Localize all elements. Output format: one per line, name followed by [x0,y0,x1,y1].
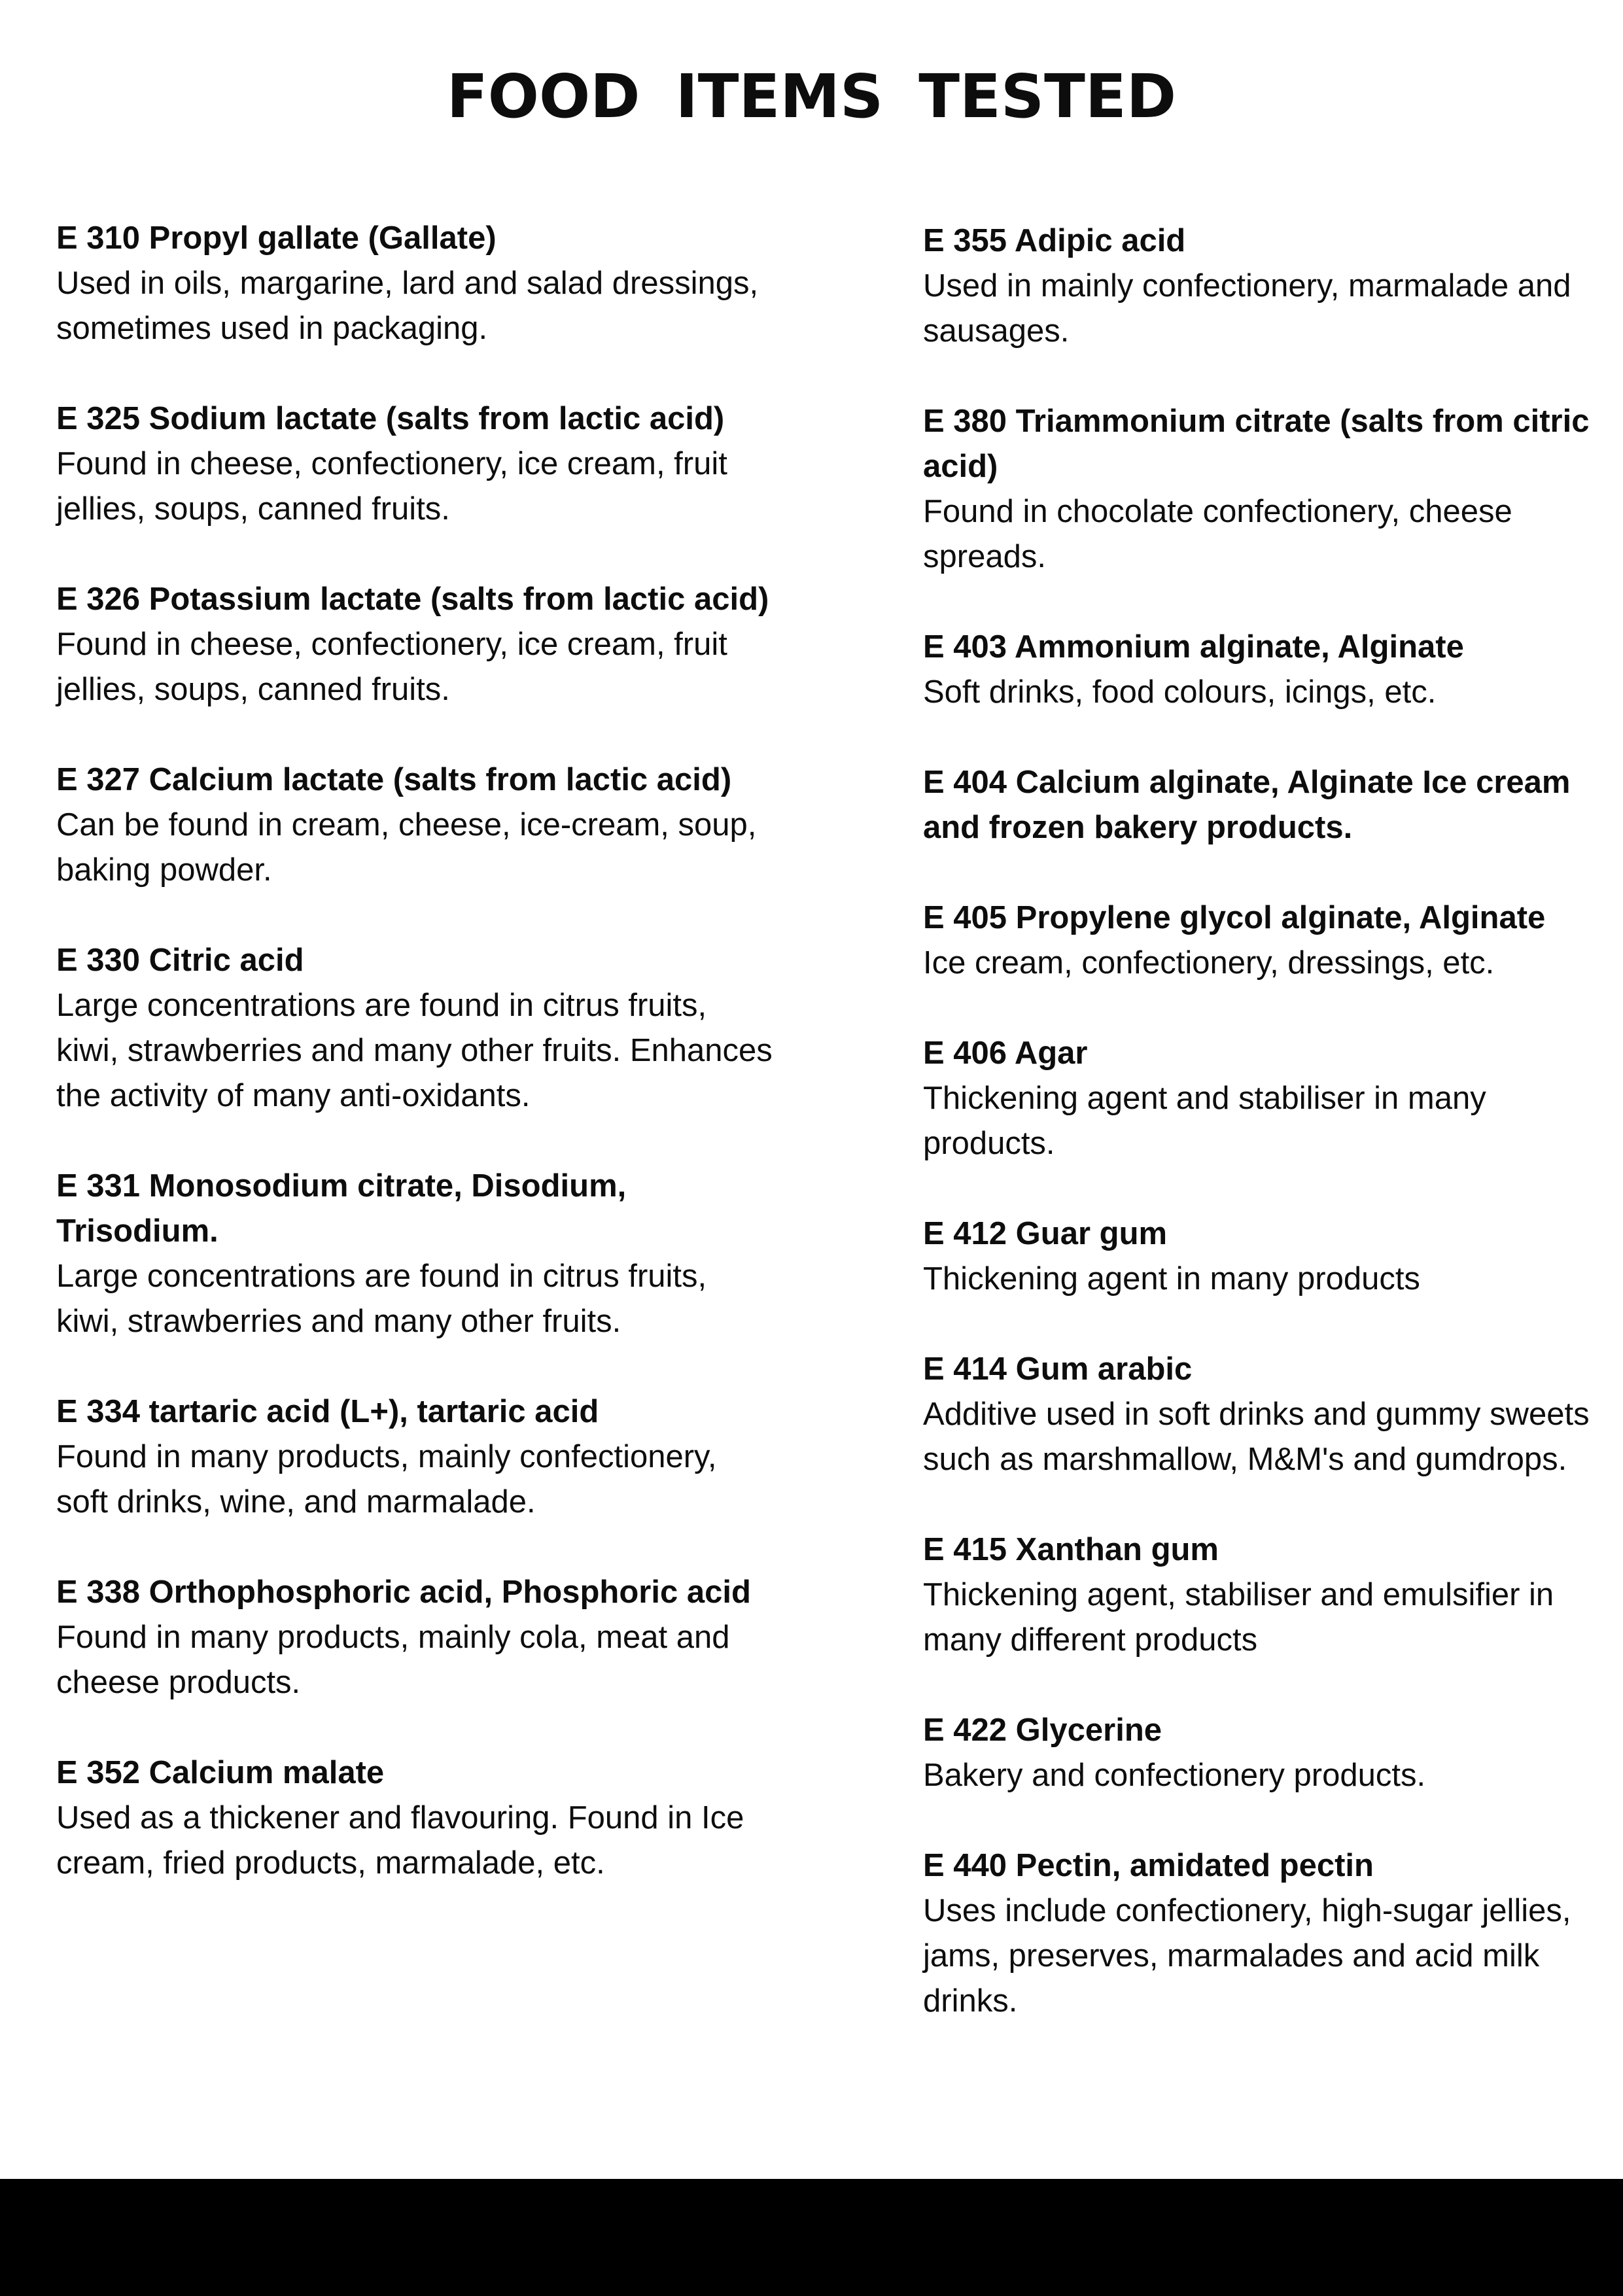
item-title: E 355 Adipic acid [923,223,1186,258]
item-title: E 412 Guar gum [923,1216,1168,1251]
item-title: E 325 Sodium lactate (salts from lactic acid) [56,401,725,436]
item-description: Additive used in soft drinks and gummy sweets such as marshmallow, M&M's and gumdrops. [923,1397,1590,1477]
item-title: E 334 tartaric acid (L+), tartaric acid [56,1394,599,1429]
item-description: Can be found in cream, cheese, ice-cream, soup, baking powder. [56,807,757,888]
item-title: E 404 Calcium alginate, Alginate Ice cream and frozen bakery products. [923,765,1571,845]
item-title: E 352 Calcium malate [56,1755,385,1790]
item-description: Used as a thickener and flavouring. Found in Ice cream, fried products, marmalade, etc. [56,1800,744,1881]
item-description: Found in many products, mainly cola, meat and cheese products. [56,1620,730,1700]
footer-bar [0,2179,1623,2296]
item-description: Found in cheese, confectionery, ice cream, fruit jellies, soups, canned fruits. [56,446,727,527]
item-title: E 406 Agar [923,1035,1088,1071]
item-description: Soft drinks, food colours, icings, etc. [923,674,1437,710]
list-item [923,1843,1597,2024]
list-item [923,1031,1597,1166]
list-item [923,1211,1597,1302]
list-item [56,396,776,532]
item-title: E 380 Triammonium citrate (salts from citric acid) [923,404,1590,484]
item-description: Thickening agent and stabiliser in many products. [923,1081,1486,1161]
list-item [56,757,776,893]
list-item [56,1750,776,1886]
list-item [56,1570,776,1705]
item-title: E 326 Potassium lactate (salts from lactic acid) [56,582,769,617]
item-title: E 310 Propyl gallate (Gallate) [56,220,497,256]
item-title: E 403 Ammonium alginate, Alginate [923,629,1464,665]
list-item [923,896,1597,986]
item-description: Thickening agent in many products [923,1261,1420,1296]
item-description: Ice cream, confectionery, dressings, etc. [923,945,1495,981]
list-item [56,938,776,1119]
list-item [56,1389,776,1525]
item-description: Used in mainly confectionery, marmalade and sausages. [923,268,1571,349]
item-title: E 415 Xanthan gum [923,1532,1219,1567]
list-item [923,760,1597,850]
list-item [56,1164,776,1344]
item-title: E 327 Calcium lactate (salts from lactic acid) [56,762,732,797]
item-title: E 422 Glycerine [923,1713,1162,1748]
item-description: Used in oils, margarine, lard and salad dressings, sometimes used in packaging. [56,266,759,346]
item-description: Found in cheese, confectionery, ice cream, fruit jellies, soups, canned fruits. [56,627,727,707]
page-title: FOOD ITEMS TESTED [446,61,1177,131]
item-description: Found in chocolate confectionery, cheese spreads. [923,494,1512,574]
item-description: Found in many products, mainly confectionery, soft drinks, wine, and marmalade. [56,1439,717,1520]
item-title: E 440 Pectin, amidated pectin [923,1848,1374,1883]
item-title: E 330 Citric acid [56,943,304,978]
left-column [56,216,776,1931]
list-item [923,625,1597,715]
list-item [923,399,1597,580]
list-item [56,216,776,351]
item-title: E 338 Orthophosphoric acid, Phosphoric acid [56,1574,751,1610]
item-description: Thickening agent, stabiliser and emulsifier in many different products [923,1577,1554,1658]
list-item [923,1347,1597,1482]
list-item [923,218,1597,354]
right-column [923,218,1597,2069]
item-description: Large concentrations are found in citrus fruits, kiwi, strawberries and many other fruits. Enhances the activity of many anti-oxidants. [56,988,773,1113]
list-item [923,1527,1597,1663]
item-description: Uses include confectionery, high-sugar jellies, jams, preserves, marmalades and acid milk drinks. [923,1893,1571,2019]
list-item [923,1708,1597,1798]
list-item [56,577,776,712]
item-description: Large concentrations are found in citrus fruits, kiwi, strawberries and many other fruits. [56,1259,707,1339]
item-title: E 405 Propylene glycol alginate, Alginate [923,900,1546,935]
item-title: E 414 Gum arabic [923,1351,1193,1387]
item-title: E 331 Monosodium citrate, Disodium, Trisodium. [56,1168,627,1249]
item-description: Bakery and confectionery products. [923,1758,1426,1793]
